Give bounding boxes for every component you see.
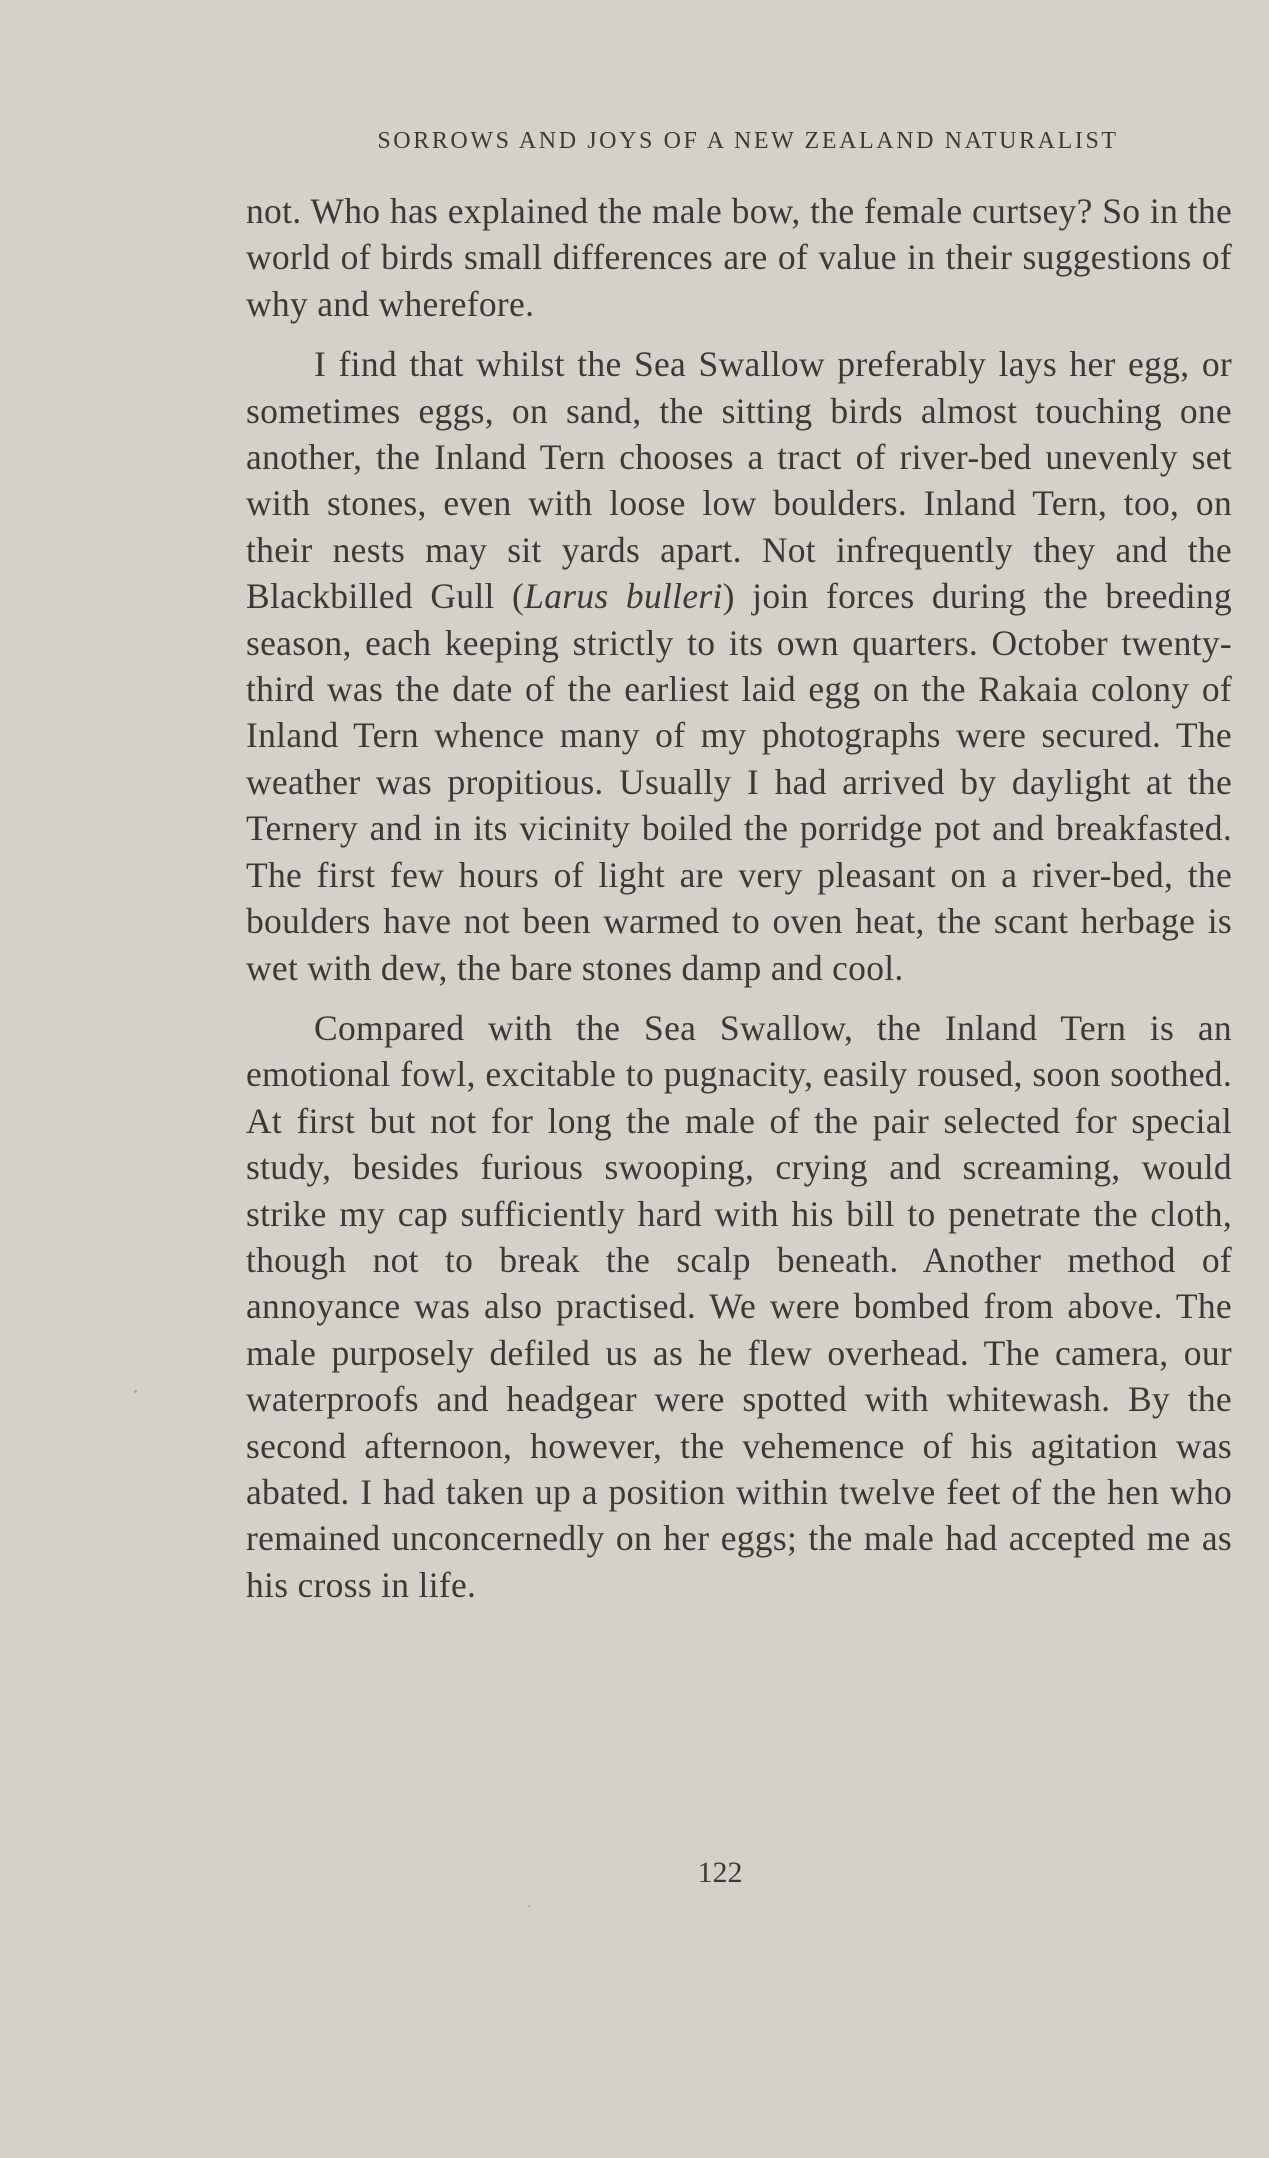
paragraph-3: Compared with the Sea Swallow, the Inland Tern is an emotional fowl, excitable to pugnacity, easily roused, soon soothed. At first but not for long the male of the pair selected for special study, besides furious swooping, crying and screaming, would strike my cap sufficiently hard with his bill to penetrate the cloth, though not to break the scalp beneath. Another method of annoyance was also practised. We were bombed from above. The male purposely defiled us as he flew overhead. The camera, our waterproofs and headgear were spotted with whitewash. By the second afternoon, however, the vehemence of his agitation was abated. I had taken up a position within twelve feet of the hen who remained unconcernedly on her eggs; the male had accepted me as his cross in life. (246, 1007, 1232, 1605)
running-head: SORROWS AND JOYS OF A NEW ZEALAND NATURALIST (377, 128, 1119, 154)
species-name-italic: Larus bulleri (524, 576, 723, 617)
paragraph-2 (246, 341, 1232, 991)
page-number: 122 (697, 1856, 743, 1889)
paragraph-2-text-after: ) join forces during the breeding season, each keeping strictly to its own quarters. October twenty-third was the date of the earliest laid egg on the Rakaia colony of Inland Tern whence many of my photographs were secured. The weather was propitious. Usually I had arrived by daylight at the Ternery and in its vicinity boiled the porridge pot and breakfasted. The first few hours of light are very pleasant on a river-bed, the boulders have not been warmed to oven heat, the scant herbage is wet with dew, the bare stones damp and cool. (246, 576, 1232, 988)
paper-speck (134, 1390, 137, 1393)
paper-speck (528, 1905, 530, 1907)
paragraph-1: not. Who has explained the male bow, the female curtsey? So in the world of birds small differences are of value in their suggestions of why and wherefore. (246, 191, 1232, 324)
paragraph-2-text-before: I find that whilst the Sea Swallow preferably lays her egg, or sometimes eggs, on sand, the sitting birds almost touching one another, the Inland Tern chooses a tract of river-bed unevenly set with stones, even with loose low boulders. Inland Tern, too, on their nests may sit yards apart. Not infrequently they and the Blackbilled Gull ( (246, 344, 1232, 617)
body-text (246, 188, 1232, 1608)
